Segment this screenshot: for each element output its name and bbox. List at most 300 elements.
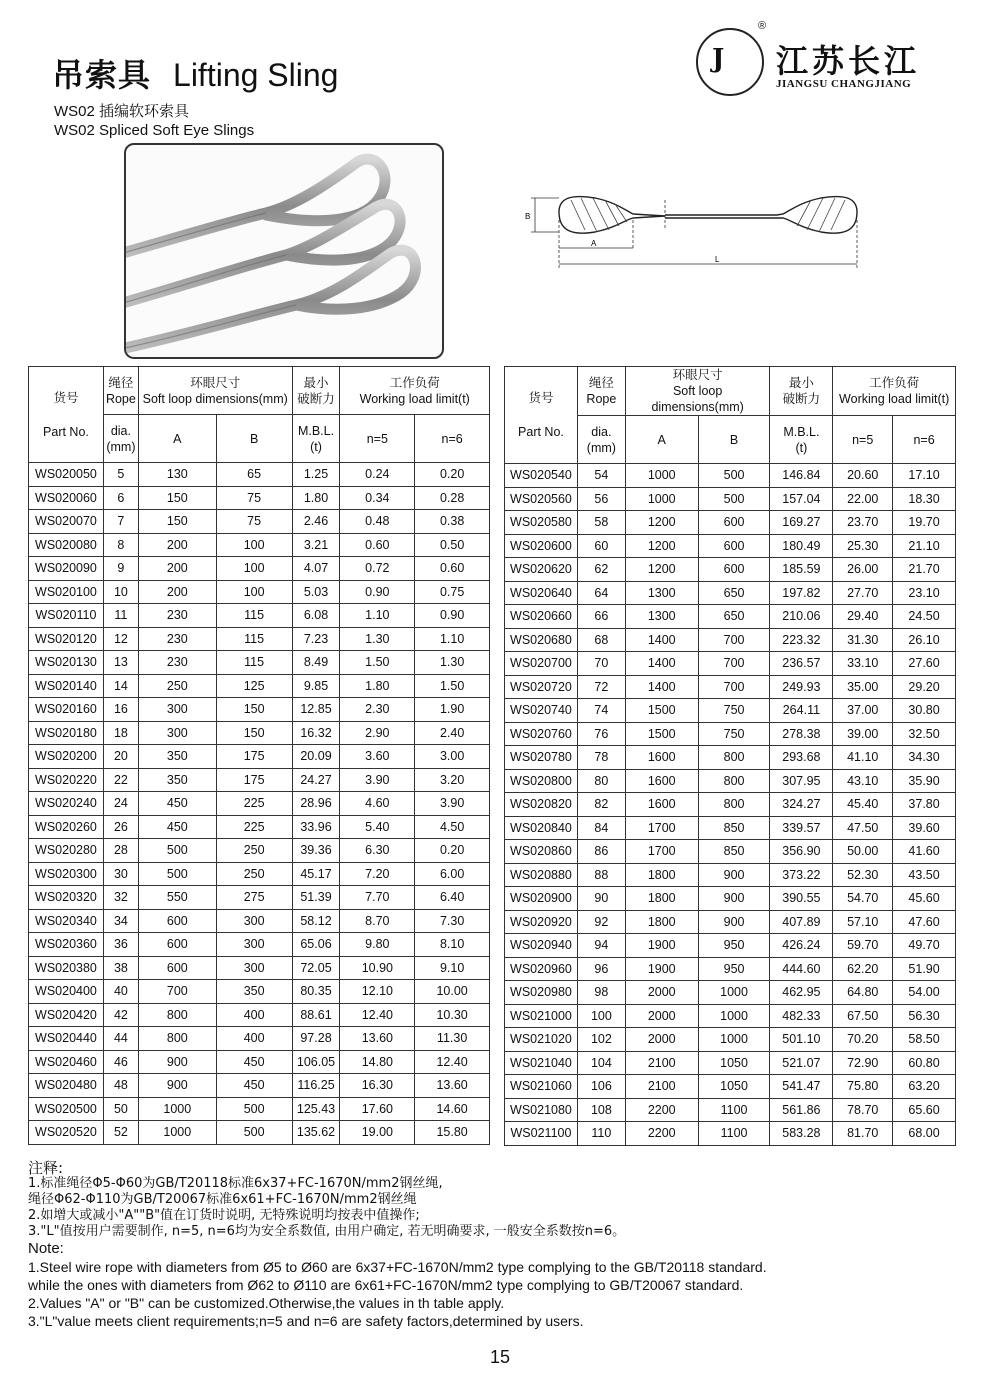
table-row (29, 1003, 490, 1027)
cell-rope-dia: 62 (577, 558, 625, 582)
header-wll-en: Working load limit(t) (839, 392, 950, 406)
header-wll-cn: 工作负荷 (869, 376, 920, 390)
cell-rope-dia: 30 (103, 862, 138, 886)
cell-part-no: WS020880 (505, 863, 578, 887)
cell-a: 700 (138, 980, 216, 1004)
brand-name-cn: 江苏长江 (776, 42, 921, 80)
cell-part-no: WS020320 (29, 886, 104, 910)
cell-a: 350 (138, 745, 216, 769)
table-row (29, 1097, 490, 1121)
cell-rope-dia: 54 (577, 464, 625, 488)
cell-b: 850 (698, 840, 770, 864)
cell-b: 350 (216, 980, 292, 1004)
cell-n6: 14.60 (415, 1097, 490, 1121)
cell-part-no: WS020140 (29, 674, 104, 698)
cell-b: 600 (698, 534, 770, 558)
cell-b: 75 (216, 510, 292, 534)
cell-b: 450 (216, 1050, 292, 1074)
cell-a: 600 (138, 956, 216, 980)
cell-n5: 14.80 (340, 1050, 415, 1074)
cell-b: 700 (698, 675, 770, 699)
table-row (29, 698, 490, 722)
cell-n5: 67.50 (833, 1004, 893, 1028)
cell-a: 500 (138, 862, 216, 886)
table-row (29, 980, 490, 1004)
table-row (505, 581, 956, 605)
cell-part-no: WS020600 (505, 534, 578, 558)
cell-n6: 60.80 (893, 1051, 956, 1075)
cell-a: 150 (138, 486, 216, 510)
cell-a: 230 (138, 604, 216, 628)
cell-a: 1300 (625, 581, 698, 605)
cell-a: 230 (138, 627, 216, 651)
cell-mbl: 407.89 (770, 910, 833, 934)
cell-rope-dia: 100 (577, 1004, 625, 1028)
cell-part-no: WS020480 (29, 1074, 104, 1098)
cell-part-no: WS020540 (505, 464, 578, 488)
table-row (505, 1004, 956, 1028)
cell-n5: 26.00 (833, 558, 893, 582)
cell-n6: 6.00 (415, 862, 490, 886)
cell-n5: 17.60 (340, 1097, 415, 1121)
cell-a: 1800 (625, 910, 698, 934)
table-row (29, 886, 490, 910)
cell-n6: 3.00 (415, 745, 490, 769)
table-row (505, 675, 956, 699)
cell-rope-dia: 52 (103, 1121, 138, 1145)
cell-b: 250 (216, 862, 292, 886)
cell-mbl: 24.27 (292, 768, 340, 792)
cell-part-no: WS020800 (505, 769, 578, 793)
cell-rope-dia: 106 (577, 1075, 625, 1099)
cell-n5: 39.00 (833, 722, 893, 746)
cell-b: 950 (698, 934, 770, 958)
cell-rope-dia: 10 (103, 580, 138, 604)
cell-a: 900 (138, 1074, 216, 1098)
cell-b: 800 (698, 746, 770, 770)
sling-dimension-diagram (515, 190, 895, 275)
cell-b: 500 (698, 487, 770, 511)
cell-mbl: 482.33 (770, 1004, 833, 1028)
cell-rope-dia: 94 (577, 934, 625, 958)
cell-part-no: WS020940 (505, 934, 578, 958)
cell-n6: 10.00 (415, 980, 490, 1004)
table-row (505, 957, 956, 981)
cell-b: 700 (698, 652, 770, 676)
cell-n6: 47.60 (893, 910, 956, 934)
cell-a: 1400 (625, 628, 698, 652)
table-row (29, 909, 490, 933)
subtitle-en: WS02 Spliced Soft Eye Slings (54, 122, 255, 139)
cell-a: 1000 (138, 1097, 216, 1121)
cell-n6: 27.60 (893, 652, 956, 676)
header-a: A (138, 415, 216, 463)
cell-b: 450 (216, 1074, 292, 1098)
cell-part-no: WS020720 (505, 675, 578, 699)
cell-b: 950 (698, 957, 770, 981)
header-n5: n=5 (833, 416, 893, 464)
cell-n6: 41.60 (893, 840, 956, 864)
spec-table-right (504, 366, 956, 1146)
cell-rope-dia: 102 (577, 1028, 625, 1052)
cell-mbl: 169.27 (770, 511, 833, 535)
cell-b: 650 (698, 581, 770, 605)
cell-part-no: WS020960 (505, 957, 578, 981)
notes-label-cn: 注释: (28, 1159, 64, 1177)
cell-n5: 12.10 (340, 980, 415, 1004)
header-mbl-unit: (t) (795, 440, 808, 455)
cell-rope-dia: 38 (103, 956, 138, 980)
cell-mbl: 339.57 (770, 816, 833, 840)
cell-mbl: 39.36 (292, 839, 340, 863)
cell-mbl: 97.28 (292, 1027, 340, 1051)
cell-n6: 24.50 (893, 605, 956, 629)
cell-a: 1600 (625, 746, 698, 770)
cell-n5: 3.60 (340, 745, 415, 769)
cell-mbl: 6.08 (292, 604, 340, 628)
cell-b: 225 (216, 815, 292, 839)
header-loop-en: Soft loop dimensions(mm) (651, 384, 744, 414)
table-row (505, 487, 956, 511)
cell-b: 700 (698, 628, 770, 652)
header-part-cn: 货号 (528, 391, 554, 405)
header-mbl-cn2: 破断力 (297, 391, 335, 406)
cell-a: 800 (138, 1027, 216, 1051)
cell-n6: 13.60 (415, 1074, 490, 1098)
cell-part-no: WS020180 (29, 721, 104, 745)
header-mbl-unit: (t) (310, 439, 322, 454)
cell-b: 1050 (698, 1051, 770, 1075)
cell-mbl: 426.24 (770, 934, 833, 958)
cell-a: 1500 (625, 722, 698, 746)
spec-table-left-body (29, 463, 490, 1145)
sling-diagram-icon (515, 190, 895, 275)
diagram-label-b: B (525, 212, 531, 221)
cell-rope-dia: 14 (103, 674, 138, 698)
cell-part-no: WS020260 (29, 815, 104, 839)
cell-n5: 12.40 (340, 1003, 415, 1027)
cell-n6: 4.50 (415, 815, 490, 839)
header-rope-en: Rope (105, 391, 136, 406)
cell-a: 1300 (625, 605, 698, 629)
cell-n5: 1.80 (340, 674, 415, 698)
cell-b: 150 (216, 698, 292, 722)
table-row (505, 464, 956, 488)
cell-part-no: WS020620 (505, 558, 578, 582)
cell-a: 1400 (625, 675, 698, 699)
cell-b: 500 (216, 1121, 292, 1145)
cell-a: 1700 (625, 840, 698, 864)
cell-part-no: WS020560 (505, 487, 578, 511)
cell-rope-dia: 58 (577, 511, 625, 535)
table-row (29, 1074, 490, 1098)
cell-b: 500 (698, 464, 770, 488)
table-row (505, 793, 956, 817)
cell-n5: 1.10 (340, 604, 415, 628)
cell-part-no: WS020680 (505, 628, 578, 652)
cell-rope-dia: 6 (103, 486, 138, 510)
cell-b: 175 (216, 745, 292, 769)
cell-mbl: 45.17 (292, 862, 340, 886)
table-row (505, 699, 956, 723)
table-row (505, 1028, 956, 1052)
header-rope-cn: 绳径 (108, 375, 134, 390)
cell-a: 600 (138, 909, 216, 933)
cell-part-no: WS020060 (29, 486, 104, 510)
cell-a: 450 (138, 792, 216, 816)
cell-mbl: 3.21 (292, 533, 340, 557)
cell-part-no: WS020240 (29, 792, 104, 816)
table-row (505, 1098, 956, 1122)
cell-n6: 0.28 (415, 486, 490, 510)
cell-n5: 29.40 (833, 605, 893, 629)
header-part-no (505, 367, 578, 464)
product-photo (124, 143, 444, 359)
cell-mbl: 1.80 (292, 486, 340, 510)
page-number: 15 (489, 1347, 511, 1367)
cell-b: 500 (216, 1097, 292, 1121)
cell-b: 300 (216, 956, 292, 980)
header-loop-cn: 环眼尺寸 (672, 368, 723, 382)
header-b: B (216, 415, 292, 463)
cell-mbl: 28.96 (292, 792, 340, 816)
cell-mbl: 80.35 (292, 980, 340, 1004)
cell-b: 225 (216, 792, 292, 816)
cell-n6: 43.50 (893, 863, 956, 887)
header-a: A (625, 416, 698, 464)
cell-rope-dia: 82 (577, 793, 625, 817)
cell-n5: 16.30 (340, 1074, 415, 1098)
table-row (505, 863, 956, 887)
cell-rope-dia: 96 (577, 957, 625, 981)
cell-mbl: 197.82 (770, 581, 833, 605)
cell-mbl: 7.23 (292, 627, 340, 651)
cell-mbl: 210.06 (770, 605, 833, 629)
note-cn-2: 绳径Φ62-Φ110为GB/T20067标准6x61+FC-1670N/mm2钢丝绳 (28, 1192, 417, 1207)
cell-n5: 0.24 (340, 463, 415, 487)
cell-n6: 2.40 (415, 721, 490, 745)
cell-mbl: 501.10 (770, 1028, 833, 1052)
cell-mbl: 16.32 (292, 721, 340, 745)
cell-rope-dia: 68 (577, 628, 625, 652)
cell-a: 1600 (625, 793, 698, 817)
header-mbl-cn1: 最小 (788, 376, 814, 390)
table-row (29, 580, 490, 604)
cell-rope-dia: 80 (577, 769, 625, 793)
cell-rope-dia: 66 (577, 605, 625, 629)
header-wll-en: Working load limit(t) (359, 391, 470, 406)
cell-a: 1000 (138, 1121, 216, 1145)
cell-b: 300 (216, 933, 292, 957)
notes-section (28, 1160, 968, 1330)
header-wll-cn: 工作负荷 (389, 375, 440, 390)
cell-rope-dia: 72 (577, 675, 625, 699)
cell-mbl: 462.95 (770, 981, 833, 1005)
cell-mbl: 20.09 (292, 745, 340, 769)
cell-n5: 5.40 (340, 815, 415, 839)
cell-n6: 30.80 (893, 699, 956, 723)
cell-mbl: 5.03 (292, 580, 340, 604)
cell-mbl: 9.85 (292, 674, 340, 698)
cell-n5: 64.80 (833, 981, 893, 1005)
cell-part-no: WS020080 (29, 533, 104, 557)
cell-mbl: 521.07 (770, 1051, 833, 1075)
header-mbl-label: M.B.L. (297, 423, 335, 438)
cell-mbl: 373.22 (770, 863, 833, 887)
table-row (505, 511, 956, 535)
cell-n5: 78.70 (833, 1098, 893, 1122)
cell-mbl: 12.85 (292, 698, 340, 722)
header-part-no (29, 367, 104, 463)
table-row (505, 981, 956, 1005)
cell-part-no: WS021040 (505, 1051, 578, 1075)
cell-rope-dia: 76 (577, 722, 625, 746)
table-row (505, 746, 956, 770)
cell-b: 1000 (698, 1004, 770, 1028)
cell-a: 300 (138, 698, 216, 722)
cell-n6: 19.70 (893, 511, 956, 535)
cell-n5: 19.00 (340, 1121, 415, 1145)
cell-mbl: 223.32 (770, 628, 833, 652)
cell-rope-dia: 50 (103, 1097, 138, 1121)
page-header (52, 50, 338, 140)
cell-n6: 51.90 (893, 957, 956, 981)
cell-b: 100 (216, 580, 292, 604)
cell-a: 1200 (625, 511, 698, 535)
note-en-1: 1.Steel wire rope with diameters from Ø5 to Ø60 are 6x37+FC-1670N/mm2 type complying to the GB/T20118 standard. (28, 1259, 767, 1275)
cell-rope-dia: 34 (103, 909, 138, 933)
table-row (29, 745, 490, 769)
cell-n5: 1.30 (340, 627, 415, 651)
cell-mbl: 135.62 (292, 1121, 340, 1145)
note-cn-3: 2.如增大或减小"A""B"值在订货时说明, 无特殊说明均按表中值操作; (28, 1208, 420, 1223)
cell-n5: 35.00 (833, 675, 893, 699)
cell-a: 250 (138, 674, 216, 698)
cell-part-no: WS020100 (29, 580, 104, 604)
cell-rope-dia: 56 (577, 487, 625, 511)
cell-n6: 21.70 (893, 558, 956, 582)
cell-part-no: WS020120 (29, 627, 104, 651)
cell-n6: 1.50 (415, 674, 490, 698)
note-cn-4: 3."L"值按用户需要制作, n=5, n=6均为安全系数值, 由用户确定, 若无明确要求, 一般安全系数按n=6。 (28, 1224, 626, 1239)
header-mbl-label: M.B.L. (783, 424, 820, 439)
cell-rope-dia: 13 (103, 651, 138, 675)
table-row (29, 1121, 490, 1145)
cell-a: 1900 (625, 934, 698, 958)
cell-n5: 4.60 (340, 792, 415, 816)
cell-mbl: 1.25 (292, 463, 340, 487)
cell-a: 1200 (625, 534, 698, 558)
header-rope-dia (577, 416, 625, 464)
cell-part-no: WS020200 (29, 745, 104, 769)
cell-n6: 0.50 (415, 533, 490, 557)
table-row (505, 722, 956, 746)
cell-mbl: 444.60 (770, 957, 833, 981)
header-rope (577, 367, 625, 416)
cell-b: 800 (698, 793, 770, 817)
cell-a: 1900 (625, 957, 698, 981)
cell-n5: 54.70 (833, 887, 893, 911)
cell-n6: 26.10 (893, 628, 956, 652)
cell-rope-dia: 84 (577, 816, 625, 840)
header-part-en: Part No. (518, 425, 564, 439)
table-row (29, 674, 490, 698)
cell-rope-dia: 22 (103, 768, 138, 792)
cell-a: 2100 (625, 1051, 698, 1075)
table-row (29, 627, 490, 651)
cell-rope-dia: 78 (577, 746, 625, 770)
cell-n5: 7.20 (340, 862, 415, 886)
cell-n6: 32.50 (893, 722, 956, 746)
brand-seal-icon (696, 28, 764, 96)
cell-b: 75 (216, 486, 292, 510)
table-row (29, 792, 490, 816)
cell-rope-dia: 110 (577, 1122, 625, 1146)
cell-a: 1500 (625, 699, 698, 723)
cell-mbl: 185.59 (770, 558, 833, 582)
header-n6: n=6 (893, 416, 956, 464)
header-rope-dia-label: dia. (110, 423, 131, 438)
cell-a: 1600 (625, 769, 698, 793)
cell-part-no: WS021000 (505, 1004, 578, 1028)
cell-n5: 6.30 (340, 839, 415, 863)
cell-b: 65 (216, 463, 292, 487)
cell-a: 300 (138, 721, 216, 745)
cell-mbl: 307.95 (770, 769, 833, 793)
cell-rope-dia: 7 (103, 510, 138, 534)
header-n6: n=6 (415, 415, 490, 463)
header-rope-dia-label: dia. (591, 424, 612, 439)
table-row (29, 956, 490, 980)
cell-n5: 59.70 (833, 934, 893, 958)
cell-n5: 33.10 (833, 652, 893, 676)
cell-n6: 68.00 (893, 1122, 956, 1146)
cell-n5: 1.50 (340, 651, 415, 675)
cell-n6: 63.20 (893, 1075, 956, 1099)
cell-part-no: WS020440 (29, 1027, 104, 1051)
cell-rope-dia: 74 (577, 699, 625, 723)
table-row (29, 1027, 490, 1051)
note-en-4: 3."L"value meets client requirements;n=5 and n=6 are safety factors,determined by users. (28, 1313, 584, 1329)
cell-a: 800 (138, 1003, 216, 1027)
cell-a: 1700 (625, 816, 698, 840)
cell-n5: 0.34 (340, 486, 415, 510)
cell-b: 400 (216, 1003, 292, 1027)
brand-logo (696, 20, 946, 100)
cell-n6: 65.60 (893, 1098, 956, 1122)
cell-a: 2000 (625, 1028, 698, 1052)
cell-b: 750 (698, 699, 770, 723)
cell-a: 230 (138, 651, 216, 675)
cell-a: 1200 (625, 558, 698, 582)
cell-b: 850 (698, 816, 770, 840)
cell-b: 600 (698, 558, 770, 582)
note-en-2: while the ones with diameters from Ø62 to Ø110 are 6x61+FC-1670N/mm2 type complying to GB/T20067 standard. (28, 1277, 744, 1293)
cell-a: 150 (138, 510, 216, 534)
cell-part-no: WS021100 (505, 1122, 578, 1146)
cell-rope-dia: 92 (577, 910, 625, 934)
header-loop (625, 367, 770, 416)
cell-rope-dia: 44 (103, 1027, 138, 1051)
cell-n6: 18.30 (893, 487, 956, 511)
cell-rope-dia: 36 (103, 933, 138, 957)
cell-b: 400 (216, 1027, 292, 1051)
cell-rope-dia: 64 (577, 581, 625, 605)
table-row (29, 604, 490, 628)
table-row (505, 934, 956, 958)
cell-a: 550 (138, 886, 216, 910)
cell-n6: 23.10 (893, 581, 956, 605)
